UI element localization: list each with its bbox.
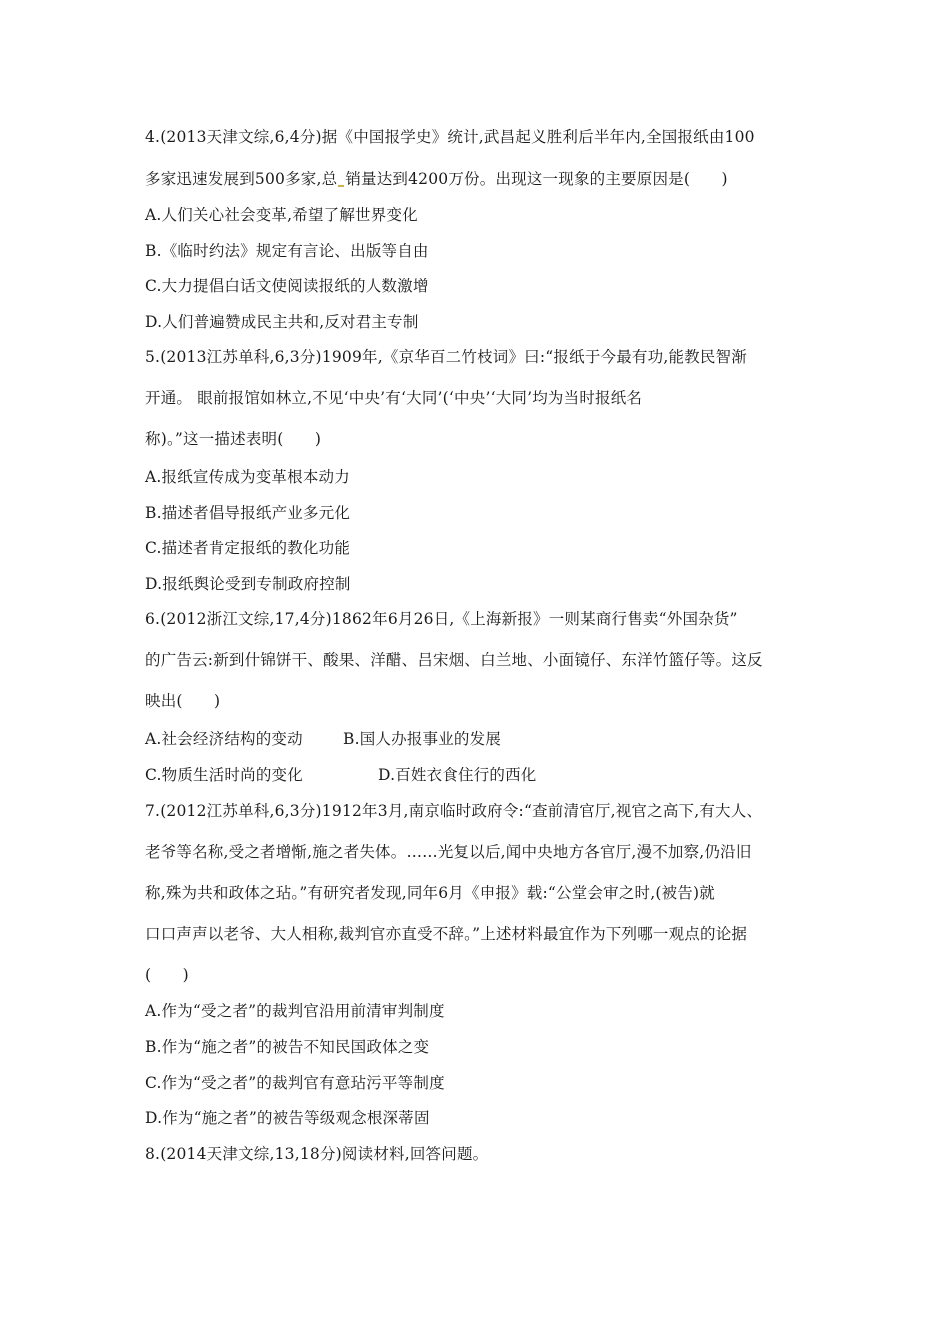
- q7-option-d: D.作为“施之者”的被告等级观念根深蒂固: [145, 1109, 430, 1127]
- q8-stem-line-1: 8.(2014天津文综,13,18分)阅读材料,回答问题。: [145, 1145, 489, 1163]
- q4-stem-line-2-part-1: 多家迅速发展到500多家,总: [145, 170, 338, 188]
- q7-option-a: A.作为“受之者”的裁判官沿用前清审判制度: [145, 1002, 445, 1020]
- q4-option-a: A.人们关心社会变革,希望了解世界变化: [145, 206, 418, 224]
- q7-stem-line-2: 老爷等名称,受之者增惭,施之者失体。……光复以后,闻中央地方各官厅,漫不加察,仍沿旧: [145, 843, 752, 861]
- q6-option-c: C.物质生活时尚的变化: [145, 766, 303, 784]
- q4-option-d: D.人们普遍赞成民主共和,反对君主专制: [145, 313, 419, 331]
- q6-option-b: B.国人办报事业的发展: [343, 730, 502, 748]
- q4-option-c: C.大力提倡白话文使阅读报纸的人数激增: [145, 277, 429, 295]
- q7-stem-line-3: 称,殊为共和政体之玷。”有研究者发现,同年6月《申报》载:“公堂会审之时,(被告)就: [145, 884, 715, 902]
- q5-stem-line-2: 开通。 眼前报馆如林立,不见‘中央’有‘大同’(‘中央’‘大同’均为当时报纸名: [145, 389, 643, 407]
- highlight-mark: [338, 185, 344, 187]
- q4-stem-line-2-part-2: 销量达到4200万份。出现这一现象的主要原因是( ): [345, 170, 728, 188]
- q4-stem-line-1: 4.(2013天津文综,6,4分)据《中国报学史》统计,武昌起义胜利后半年内,全国报纸由100: [145, 128, 755, 146]
- q7-option-b: B.作为“施之者”的被告不知民国政体之变: [145, 1038, 430, 1056]
- q6-stem-line-1: 6.(2012浙江文综,17,4分)1862年6月26日,《上海新报》一则某商行售卖“外国杂货”: [145, 610, 738, 628]
- q7-stem-line-5: ( ): [145, 966, 189, 984]
- q6-stem-line-2: 的广告云:新到什锦饼干、酸果、洋醋、吕宋烟、白兰地、小面镜仔、东洋竹篮仔等。这反: [145, 651, 763, 669]
- q5-stem-line-1: 5.(2013江苏单科,6,3分)1909年,《京华百二竹枝词》曰:“报纸于今最有功,能教民智渐: [145, 348, 747, 366]
- q7-option-c: C.作为“受之者”的裁判官有意玷污平等制度: [145, 1074, 445, 1092]
- q5-stem-line-3: 称)。”这一描述表明( ): [145, 430, 322, 448]
- q7-stem-line-4: 口口声声以老爷、大人相称,裁判官亦直受不辞。”上述材料最宜作为下列哪一观点的论据: [145, 925, 748, 943]
- q6-stem-line-3: 映出( ): [145, 692, 221, 710]
- q5-option-a: A.报纸宣传成为变革根本动力: [145, 468, 350, 486]
- q5-option-b: B.描述者倡导报纸产业多元化: [145, 504, 351, 522]
- q5-option-c: C.描述者肯定报纸的教化功能: [145, 539, 351, 557]
- q5-option-d: D.报纸舆论受到专制政府控制: [145, 575, 351, 593]
- q4-option-b: B.《临时约法》规定有言论、出版等自由: [145, 242, 429, 260]
- q7-stem-line-1: 7.(2012江苏单科,6,3分)1912年3月,南京临时政府令:“查前清官厅,视官之高下,有大人、: [145, 802, 763, 820]
- q4-stem-line-2: [145, 169, 728, 189]
- q6-option-d: D.百姓衣食住行的西化: [378, 766, 537, 784]
- q6-option-a: A.社会经济结构的变动: [145, 730, 303, 748]
